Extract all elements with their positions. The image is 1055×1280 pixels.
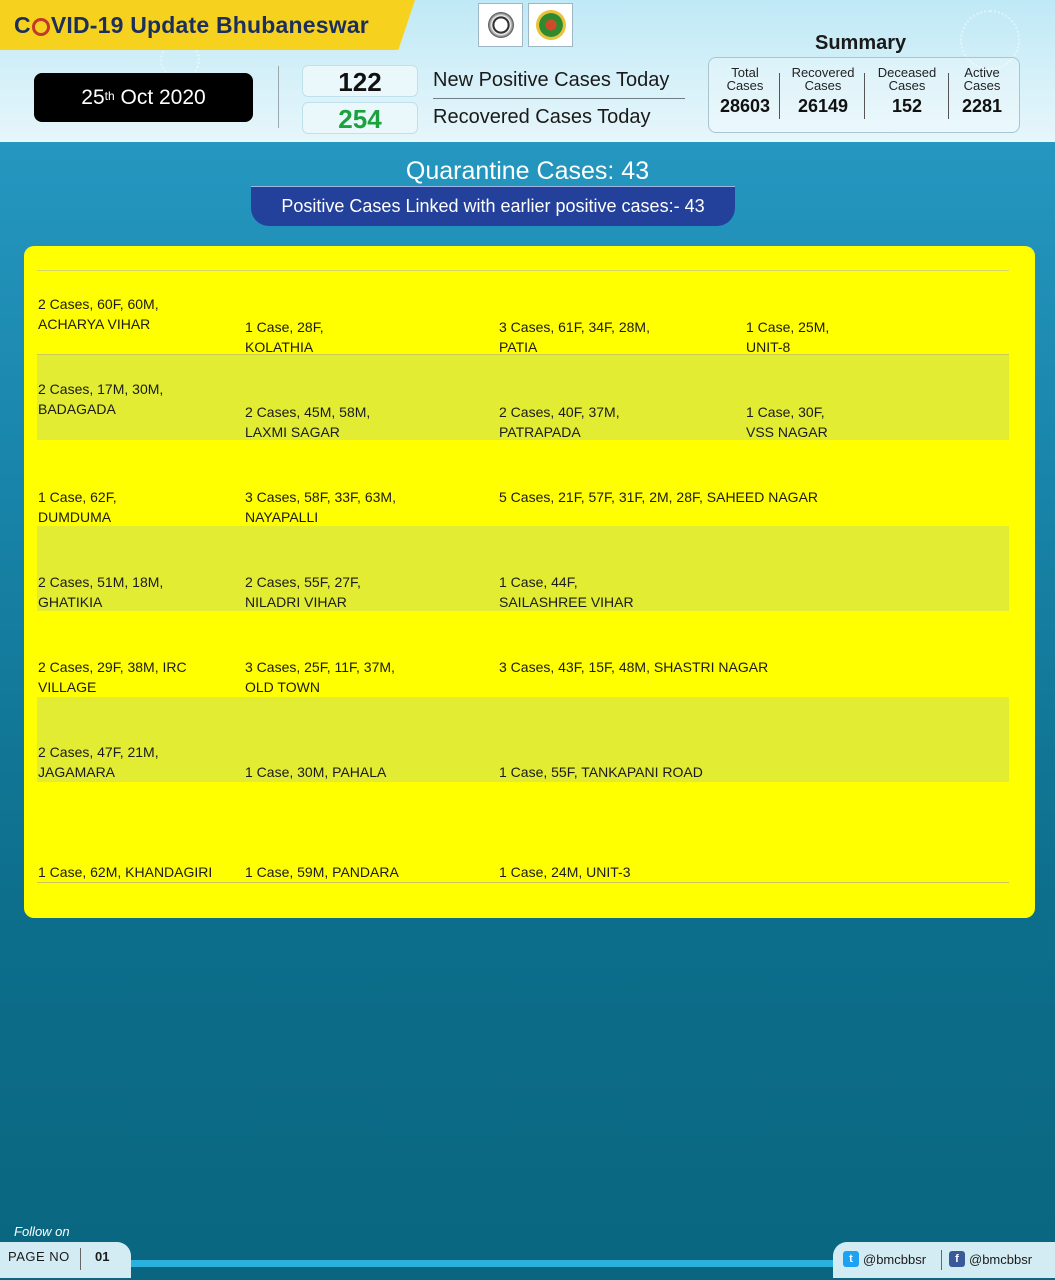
page-label: PAGE NO (8, 1249, 70, 1264)
row-divider (37, 882, 1009, 883)
facebook-link[interactable] (949, 1251, 1032, 1267)
facebook-icon: f (949, 1251, 965, 1267)
bmc-logo (528, 3, 573, 47)
page-title (14, 12, 369, 39)
new-positive-label: New Positive Cases Today (433, 69, 670, 91)
case-entry (38, 862, 212, 882)
case-locality: NAYAPALLI (245, 509, 319, 525)
case-entry (245, 657, 395, 697)
case-entry (499, 862, 631, 882)
date-day: 25 (81, 85, 105, 109)
facebook-handle: @bmcbbsr (969, 1251, 1033, 1267)
odisha-emblem-logo (478, 3, 523, 47)
case-entry (245, 317, 324, 357)
summary-label: Deceased (877, 65, 937, 80)
summary-divider (864, 73, 865, 119)
case-entry (38, 572, 163, 612)
case-entry (245, 572, 361, 612)
case-count: 1 Case, 30M, PAHALA (245, 764, 387, 780)
case-count: 2 Cases, 17M, 30M, (38, 381, 164, 397)
case-locality: LAXMI SAGAR (245, 424, 340, 440)
case-count: 2 Cases, 55F, 27F, (245, 574, 361, 590)
case-entry (38, 379, 163, 419)
case-entry (245, 862, 399, 882)
case-count: 1 Case, 44F, (499, 574, 578, 590)
case-count: 1 Case, 25M, (746, 319, 830, 335)
title-prefix: C (14, 12, 31, 38)
case-entry (245, 762, 386, 782)
linked-cases-bar: Positive Cases Linked with earlier positive cases:- 43 (251, 186, 735, 226)
case-count: 1 Case, 24M, UNIT-3 (499, 864, 631, 880)
case-count: 2 Cases, 47F, 21M, (38, 744, 159, 760)
case-count: 1 Case, 28F, (245, 319, 324, 335)
summary-active (943, 66, 1021, 117)
case-locality: VSS NAGAR (746, 424, 828, 440)
summary-label: Total (731, 65, 759, 80)
page-divider (80, 1248, 81, 1270)
summary-label: Recovered (791, 65, 855, 80)
case-count: 3 Cases, 25F, 11F, 37M, (245, 659, 395, 675)
case-locality: GHATIKIA (38, 594, 103, 610)
title-covid: VID-19 (50, 12, 124, 38)
twitter-icon: t (843, 1251, 859, 1267)
case-entry (38, 487, 117, 527)
case-count: 1 Case, 59M, PANDARA (245, 864, 399, 880)
summary-recovered (784, 66, 862, 117)
case-locality: DUMDUMA (38, 509, 112, 525)
panel-divider (37, 270, 1009, 271)
case-entry (38, 294, 159, 334)
case-entry (38, 657, 187, 697)
case-entry (499, 762, 703, 782)
summary-value: 28603 (719, 96, 771, 116)
today-divider (433, 98, 685, 99)
date-badge (34, 73, 253, 122)
summary-title: Summary (815, 32, 907, 54)
quarantine-heading: Quarantine Cases: 43 (405, 157, 650, 185)
case-entry (746, 402, 828, 442)
case-count: 1 Case, 55F, TANKAPANI ROAD (499, 764, 703, 780)
recovered-count: 254 (302, 102, 418, 134)
case-entry (746, 317, 829, 357)
case-count: 2 Cases, 29F, 38M, IRC (38, 659, 187, 675)
case-count: 1 Case, 62F, (38, 489, 117, 505)
header-divider (278, 66, 279, 128)
summary-label: Cases (726, 78, 764, 93)
summary-label: Cases (963, 78, 1001, 93)
case-count: 2 Cases, 60F, 60M, (38, 296, 159, 312)
case-locality: JAGAMARA (38, 764, 116, 780)
summary-divider (779, 73, 780, 119)
case-locality: OLD TOWN (245, 679, 320, 695)
case-count: 2 Cases, 51M, 18M, (38, 574, 164, 590)
case-entry (38, 742, 159, 782)
summary-value: 2281 (961, 96, 1003, 116)
case-entry (245, 402, 370, 442)
case-locality: NILADRI VIHAR (245, 594, 347, 610)
recovered-label: Recovered Cases Today (433, 106, 651, 128)
social-box (833, 1242, 1055, 1278)
date-suffix: th (104, 88, 115, 103)
follow-label: Follow on (14, 1224, 70, 1239)
twitter-link[interactable] (843, 1251, 926, 1267)
case-locality: KOLATHIA (245, 339, 314, 355)
case-count: 2 Cases, 45M, 58M, (245, 404, 371, 420)
case-entry (499, 657, 768, 677)
summary-label: Cases (804, 78, 842, 93)
case-locality: PATIA (499, 339, 538, 355)
case-count: 1 Case, 62M, KHANDAGIRI (38, 864, 213, 880)
page-number-box (0, 1242, 131, 1278)
case-locality: UNIT-8 (746, 339, 791, 355)
case-count: 3 Cases, 61F, 34F, 28M, (499, 319, 650, 335)
virus-o-icon (32, 18, 50, 36)
social-divider (941, 1250, 942, 1270)
case-count: 1 Case, 30F, (746, 404, 825, 420)
case-locality: BADAGADA (38, 401, 116, 417)
case-entry (499, 402, 620, 442)
case-count: 2 Cases, 40F, 37M, (499, 404, 620, 420)
case-locality: PATRAPADA (499, 424, 581, 440)
summary-total (706, 66, 784, 117)
new-positive-count: 122 (302, 65, 418, 97)
case-locality: SAILASHREE VIHAR (499, 594, 634, 610)
summary-deceased (868, 66, 946, 117)
case-count: 3 Cases, 58F, 33F, 63M, (245, 489, 396, 505)
case-count: 3 Cases, 43F, 15F, 48M, SHASTRI NAGAR (499, 659, 769, 675)
case-entry (499, 572, 634, 612)
summary-value: 26149 (797, 96, 849, 116)
page-number: 01 (95, 1249, 110, 1264)
case-locality: ACHARYA VIHAR (38, 316, 151, 332)
case-entry (245, 487, 396, 527)
case-entry (499, 317, 650, 357)
summary-label: Active (964, 65, 1000, 80)
case-entry (499, 487, 818, 507)
date-rest: Oct 2020 (120, 85, 206, 109)
summary-value: 152 (891, 96, 923, 116)
title-place: Update Bhubaneswar (130, 12, 369, 38)
case-locality: VILLAGE (38, 679, 97, 695)
case-count: 5 Cases, 21F, 57F, 31F, 2M, 28F, SAHEED NAGAR (499, 489, 819, 505)
summary-label: Cases (888, 78, 926, 93)
twitter-handle: @bmcbbsr (863, 1251, 927, 1267)
